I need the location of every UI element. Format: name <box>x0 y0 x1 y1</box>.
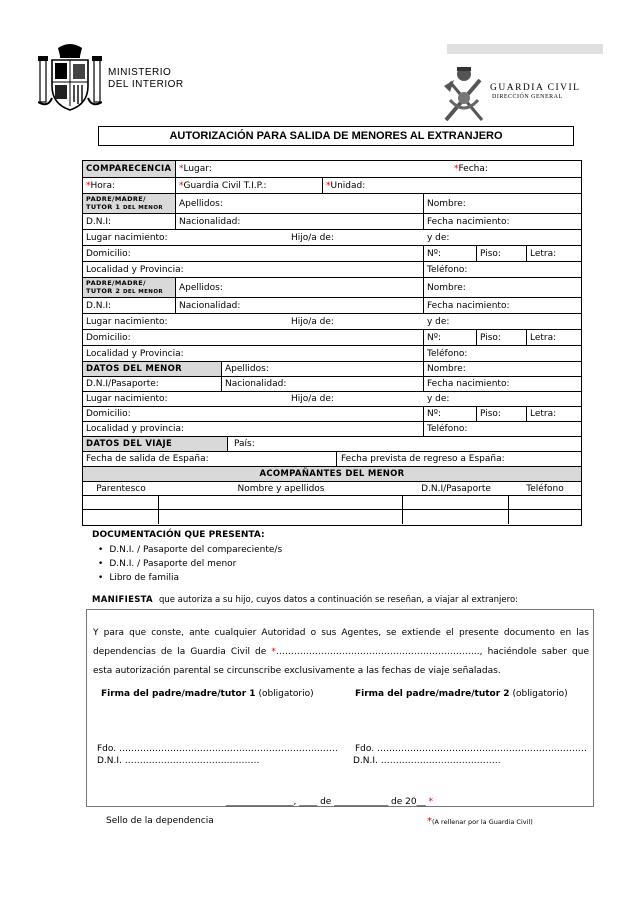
date-line-text: _______________, ____ de ____________ de 20__ <box>226 797 426 807</box>
tutor2-row2 <box>83 298 581 314</box>
unidad-label: Unidad: <box>330 180 366 191</box>
tutor1-hijo-field[interactable]: Hijo/a de: <box>291 232 334 243</box>
menor-hijo-field[interactable]: Hijo/a de: <box>291 394 334 404</box>
acompanante2-parentesco[interactable] <box>83 510 159 524</box>
menor-row3 <box>83 392 581 407</box>
firma2-note: (obligatorio) <box>512 689 568 699</box>
col-dni: D.N.I/Pasaporte <box>421 483 491 494</box>
firma2-bold: Firma del padre/madre/tutor 2 <box>355 689 510 699</box>
menor-row2 <box>83 377 581 392</box>
doc-item-libro-familia: • Libro de familia <box>98 571 282 585</box>
firma-tutor1-label <box>101 689 314 699</box>
dni-tutor2-line[interactable]: D.N.I. …………………………………. <box>353 756 501 766</box>
comparecencia-row1 <box>83 161 581 178</box>
tutor2-row5 <box>83 346 581 362</box>
acompanante2-telefono[interactable] <box>509 510 581 524</box>
acompanante2-dni[interactable] <box>403 510 509 524</box>
tutor1-letra-field[interactable]: Letra: <box>530 248 557 259</box>
acompanante1-dni[interactable] <box>403 496 509 509</box>
tutor1-piso-field[interactable]: Piso: <box>477 246 527 261</box>
tutor1-lugar-nac-field[interactable]: Lugar nacimiento: <box>86 232 168 243</box>
asterisk: * <box>271 647 276 657</box>
tutor2-num-field[interactable]: Nº: <box>424 330 477 345</box>
tutor1-apellidos-field[interactable]: Apellidos: <box>176 194 424 213</box>
comparecencia-row2 <box>83 178 581 194</box>
tutor2-yde-field[interactable]: y de: <box>427 316 450 327</box>
col-parentesco: Parentesco <box>96 483 146 494</box>
declaration-part2: , haciéndole saber que esta autorización parental se circunscribe exclusivamente a las fechas de viaje señaladas. <box>93 647 589 676</box>
menor-row1 <box>83 362 581 377</box>
ministry-line2: DEL INTERIOR <box>108 79 184 90</box>
main-form-table <box>82 160 582 526</box>
firma1-bold: Firma del padre/madre/tutor 1 <box>101 689 256 699</box>
col-telefono: Teléfono <box>526 483 564 494</box>
tutor2-row1 <box>83 278 581 298</box>
tutor2-apellidos-field[interactable]: Apellidos: <box>176 278 424 297</box>
menor-telefono-field[interactable]: Teléfono: <box>427 424 468 434</box>
asterisk: * <box>427 816 432 827</box>
tutor1-num-field[interactable]: Nº: <box>424 246 477 261</box>
tip-field[interactable] <box>176 178 323 193</box>
hora-label: Hora: <box>90 180 116 191</box>
documentacion-title: DOCUMENTACIÓN QUE PRESENTA: <box>92 530 265 540</box>
menor-row4 <box>83 407 581 422</box>
dni-tutor1-line[interactable]: D.N.I. ……………………………..………. <box>97 756 260 766</box>
fdo-tutor1-line[interactable]: Fdo. ………………….…………………………………………… <box>97 744 338 754</box>
ministry-line1: MINISTERIO <box>108 67 172 78</box>
tutor1-header-line2: TUTOR 1 <box>86 203 121 211</box>
tutor2-nombre-field[interactable]: Nombre: <box>427 282 466 293</box>
dependencia-blank[interactable]: ………………………………………………………….. <box>275 647 480 657</box>
rellenar-text: (A rellenar por la Guardia Civil) <box>432 818 533 826</box>
acompanante1-parentesco[interactable] <box>83 496 159 509</box>
menor-apellidos-field[interactable]: Apellidos: <box>222 362 424 376</box>
manifiesta-line <box>92 595 518 605</box>
declaration-paragraph <box>93 624 589 681</box>
menor-lugar-nac-field[interactable]: Lugar nacimiento: <box>86 394 168 404</box>
viaje-row1 <box>83 437 581 452</box>
tutor2-lugar-nac-field[interactable]: Lugar nacimiento: <box>86 316 168 327</box>
tutor1-header <box>83 194 176 213</box>
guardia-civil-subtitle: DIRECCIÓN GENERAL <box>492 94 563 100</box>
tutor2-fecha-nac-field[interactable]: Fecha nacimiento: <box>427 300 510 311</box>
tutor2-header-line1: PADRE/MADRE/ <box>86 279 146 287</box>
tutor1-localidad-field[interactable]: Localidad y Provincia: <box>83 262 424 277</box>
sello-dependencia-label: Sello de la dependencia <box>106 816 214 826</box>
tutor1-row1 <box>83 194 581 214</box>
tutor1-dni-field[interactable]: D.N.I: <box>83 214 176 229</box>
acompanante1-nombre[interactable] <box>159 496 403 509</box>
tutor1-row4 <box>83 246 581 262</box>
fecha-label: Fecha: <box>458 164 488 174</box>
acompanantes-row-2 <box>83 510 581 524</box>
tutor2-row3 <box>83 314 581 330</box>
doc-item-dni-compareciente: • D.N.I. / Pasaporte del compareciente/s <box>98 543 282 557</box>
tutor2-hijo-field[interactable]: Hijo/a de: <box>291 316 334 327</box>
tutor1-fecha-nac-field[interactable]: Fecha nacimiento: <box>427 216 510 227</box>
document-title: AUTORIZACIÓN PARA SALIDA DE MENORES AL EXTRANJERO <box>98 126 574 146</box>
tutor1-row3 <box>83 230 581 246</box>
tutor1-domicilio-field[interactable]: Domicilio: <box>83 246 424 261</box>
acompanante2-nombre[interactable] <box>159 510 403 524</box>
asterisk: * <box>179 164 184 174</box>
menor-row5 <box>83 422 581 437</box>
guardia-civil-emblem-icon <box>440 64 488 124</box>
declaration-part1: Y para que conste, ante cualquier Autoridad o sus Agentes, se extiende el presente documento en las dependencias de la Guardia Civil de <box>93 628 589 657</box>
tutor2-piso-field[interactable]: Piso: <box>477 330 527 345</box>
menor-nombre-field[interactable]: Nombre: <box>427 364 466 374</box>
hora-field[interactable] <box>83 178 176 193</box>
asterisk: * <box>326 180 331 191</box>
asterisk: * <box>428 797 433 807</box>
manifiesta-label: MANIFIESTA <box>92 595 153 605</box>
spain-coat-of-arms-icon <box>38 42 102 114</box>
tutor2-header-line2: TUTOR 2 <box>86 287 121 295</box>
acompanantes-header-row <box>83 467 581 482</box>
tutor1-yde-field[interactable]: y de: <box>427 232 450 243</box>
viaje-pais-field[interactable]: País: <box>234 439 255 449</box>
menor-dni-field[interactable]: D.N.I/Pasaporte: <box>83 377 222 391</box>
menor-piso-field[interactable]: Piso: <box>477 407 527 421</box>
tutor2-row4 <box>83 330 581 346</box>
tutor2-nacionalidad-field[interactable]: Nacionalidad: <box>176 298 424 313</box>
lugar-field[interactable] <box>176 161 451 177</box>
fecha-field[interactable] <box>451 161 581 177</box>
ministry-name <box>108 67 184 91</box>
tutor2-header <box>83 278 176 297</box>
lugar-label: Lugar: <box>183 164 212 174</box>
acompanante1-telefono[interactable] <box>509 496 581 509</box>
tutor2-domicilio-field[interactable]: Domicilio: <box>83 330 424 345</box>
menor-header: DATOS DEL MENOR <box>83 362 222 376</box>
acompanantes-header: ACOMPAÑANTES DEL MENOR <box>83 467 581 481</box>
tutor1-header-line1: PADRE/MADRE/ <box>86 195 146 203</box>
col-nombre: Nombre y apellidos <box>237 483 325 494</box>
asterisk: * <box>454 164 459 174</box>
menor-domicilio-field[interactable]: Domicilio: <box>83 407 424 421</box>
firma1-note: (obligatorio) <box>258 689 314 699</box>
doc-item-dni-menor: • D.N.I. / Pasaporte del menor <box>98 557 282 571</box>
manifiesta-text: que autoriza a su hijo, cuyos datos a continuación se reseñan, a viajar al extranjero: <box>158 595 519 605</box>
acompanantes-row-1 <box>83 496 581 510</box>
tutor2-dni-field[interactable]: D.N.I: <box>83 298 176 313</box>
comparecencia-header: COMPARECENCIA <box>83 161 176 177</box>
tutor2-telefono-field[interactable]: Teléfono: <box>427 348 468 359</box>
firma-tutor2-label <box>355 689 568 699</box>
tutor2-header-suffix: DEL MENOR <box>122 289 164 295</box>
viaje-header: DATOS DEL VIAJE <box>83 437 228 451</box>
rellenar-note <box>427 816 533 827</box>
guardia-civil-title: GUARDIA CIVIL <box>490 83 581 93</box>
tutor2-localidad-field[interactable]: Localidad y Provincia: <box>83 346 424 361</box>
declaration-box <box>86 609 594 807</box>
viaje-salida-field[interactable]: Fecha de salida de España: <box>83 452 337 466</box>
menor-nacionalidad-field[interactable]: Nacionalidad: <box>222 377 424 391</box>
menor-localidad-field[interactable]: Localidad y provincia: <box>83 422 424 436</box>
header-gray-bar <box>447 44 603 54</box>
asterisk: * <box>179 180 184 191</box>
menor-fecha-nac-field[interactable]: Fecha nacimiento: <box>427 379 510 389</box>
menor-letra-field[interactable]: Letra: <box>530 409 557 419</box>
place-date-line[interactable] <box>226 797 433 807</box>
menor-num-field[interactable]: Nº: <box>424 407 477 421</box>
tutor1-header-suffix: DEL MENOR <box>122 205 164 211</box>
documentacion-list <box>98 543 282 585</box>
asterisk: * <box>86 180 91 191</box>
acompanantes-columns-row <box>83 482 581 496</box>
tip-label: Guardia Civil T.I.P.: <box>183 180 267 191</box>
tutor1-row2 <box>83 214 581 230</box>
tutor1-nacionalidad-field[interactable]: Nacionalidad: <box>176 214 424 229</box>
tutor1-telefono-field[interactable]: Teléfono: <box>427 264 468 275</box>
fdo-tutor2-line[interactable]: Fdo. ……………………………….…………………………… <box>355 744 587 754</box>
viaje-regreso-field[interactable]: Fecha prevista de regreso a España: <box>341 454 505 464</box>
tutor1-nombre-field[interactable]: Nombre: <box>427 198 466 209</box>
unidad-field[interactable] <box>323 178 581 193</box>
viaje-row2 <box>83 452 581 467</box>
tutor1-row5 <box>83 262 581 278</box>
tutor2-letra-field[interactable]: Letra: <box>530 332 557 343</box>
menor-yde-field[interactable]: y de: <box>427 394 450 404</box>
